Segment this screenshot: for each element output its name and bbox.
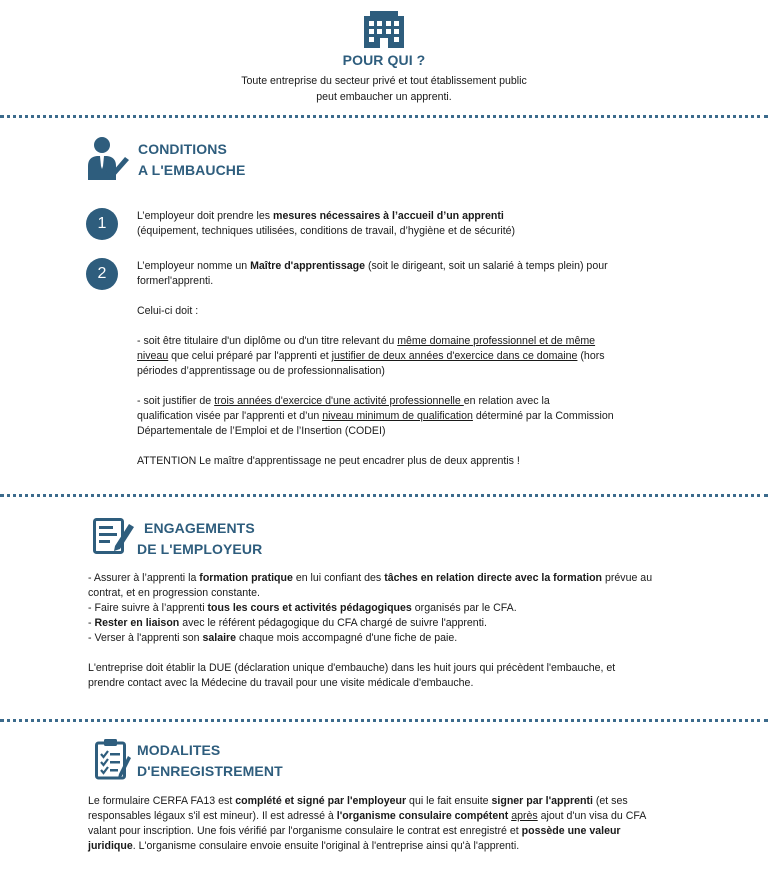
intro-line-1: Toute entreprise du secteur privé et tout établissement public [241, 75, 527, 87]
condition-1: L’employeur doit prendre les mesures nécessaires à l’accueil d’un apprenti (équipement, techniques utilisées, conditions de travail, d’hygiène et de sécurité) [137, 210, 516, 237]
condition-2: L’employeur nomme un Maître d'apprentissage (soit le dirigeant, soit un salarié à temps plein) pour formerl'apprenti. Celui-ci doit : - soit être titulaire d'un diplôme ou d'un titre relevant du même domaine professionnel et de même niveau que celui préparé par l'apprenti et justifier de deux années d'exercice dans ce domaine (hors périodes d’apprentissage ou de professionnalisation) - soit justifier de trois années d'exercice d'une activité professionnelle en relation avec la qualification visée par l'apprenti et d’un niveau minimum de qualification déterminé par la Commission Départementale de l’Emploi et de l’Insertion (CODEI) ATTENTION Le maître d'apprentissage ne peut encadrer plus de deux apprentis ! [137, 260, 614, 467]
modalites-title-1: MODALITES [137, 742, 221, 758]
modalites-paragraph: Le formulaire CERFA FA13 est complété et signé par l'employeur qui le fait ensuite signer par l'apprenti (et ses responsables légaux s'il est mineur). Il est adressé à l'organisme consulaire compétent après ajout d'un visa du CFA valant pour inscription. Une fois vérifié par l'organisme consulaire le contrat est enregistré et possède une valeur juridique. L'organisme consulaire envoie ensuite l'original à l'entreprise ainsi qu'à l'apprenti. [88, 795, 647, 852]
step-badge-2: 2 [86, 258, 118, 290]
section-divider [0, 115, 768, 118]
form-pen-icon [93, 518, 135, 554]
section-divider [0, 719, 768, 722]
engagements-list: - Assurer à l’apprenti la formation pratique en lui confiant des tâches en relation directe avec la formation prévue au contrat, et en progression constante. - Faire suivre à l’apprenti tous les cours et activités pédagogiques organisés par le CFA. - Rester en liaison avec le référent pédagogique du CFA chargé de suivre l'apprenti. - Verser à l'apprenti son salaire chaque mois accompagné d'une fiche de paie. L'entreprise doit établir la DUE (déclaration unique d'embauche) dans les huit jours qui précèdent l'embauche, et prendre contact avec la Médecine du travail pour une visite médicale d'embauche. [88, 572, 653, 689]
clipboard-check-icon [95, 738, 131, 780]
engagements-title-2: DE L'EMPLOYEUR [137, 541, 263, 557]
conditions-title-1: CONDITIONS [138, 141, 227, 157]
conditions-title-2: A L'EMBAUCHE [138, 162, 246, 178]
employee-check-icon [87, 136, 131, 182]
section-divider [0, 494, 768, 497]
modalites-title-2: D'ENREGISTREMENT [137, 763, 283, 779]
intro-line-2: peut embaucher un apprenti. [316, 91, 452, 103]
page-title: POUR QUI ? [342, 52, 426, 68]
step-badge-1: 1 [86, 208, 118, 240]
building-icon [362, 10, 406, 48]
engagements-title-1: ENGAGEMENTS [144, 520, 255, 536]
